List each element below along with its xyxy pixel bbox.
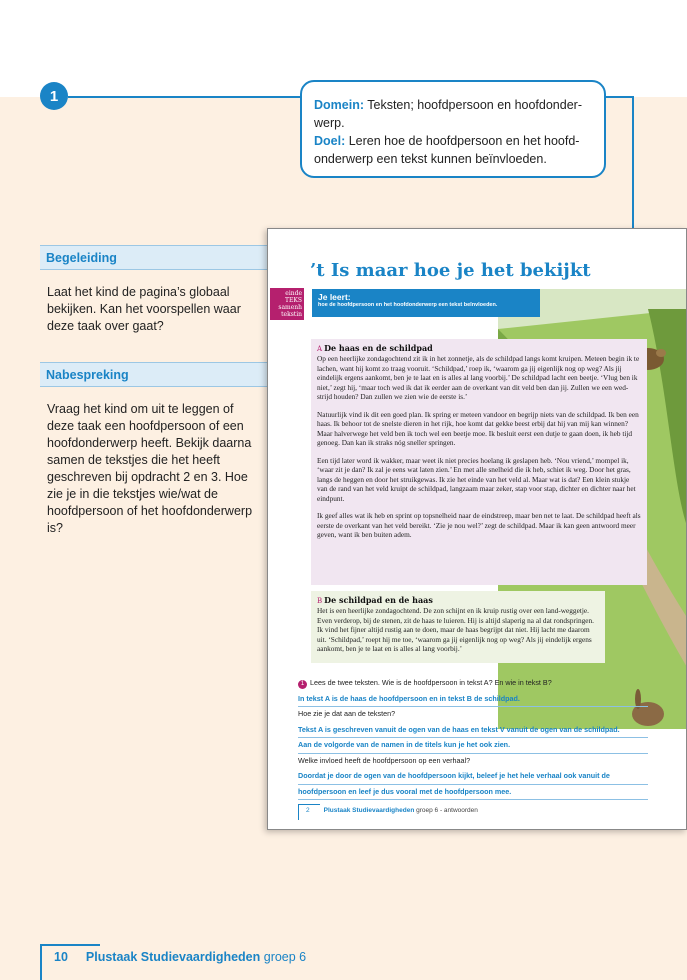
- je-leert-heading: Je leert:: [318, 292, 351, 302]
- nabespreking-text: Vraag het kind om uit te leggen of deze taak een hoofdpersoon of een hoofdonderwerp heeft. Bekijk daarna samen de tekstjes die het heeft geschreven bij opdracht 2 en 3. Hoe zie je in die tekstjes wie/wat de hoofdpersoon of het hoofdonderwerp is?: [47, 402, 253, 535]
- goal-text: Leren hoe de hoofdpersoon en het hoofd-onderwerp een tekst kunnen beïnvloeden.: [314, 134, 580, 166]
- divider-line: [632, 96, 634, 228]
- answer-2b: Aan de volgorde van de namen in de titels kun je het ook zien.: [298, 738, 648, 754]
- exercise-number: 1: [40, 82, 68, 110]
- story-a-paragraph: Een tijd later word ik wakker, maar weet ik niet precies hoelang ik geslapen heb. ‘Nou vriend,’ mompel ik, ‘waar zit je dan? Ik zal je eens wat laten zien.’ En met alle snelheid die ik heb, schiet ik weg. Door het gras, langs de heggen en door het struikgewas. Ik zie het einde van het veld al. Maar wat is dat? Een klein stukje van de rand van het veld kruipt de schildpad, langzaam maar zeker, stap voor stap, dichter en dichter naar het eindpunt.: [317, 455, 636, 503]
- footer-subtitle: groep 6: [260, 950, 307, 964]
- thumbnail-footer-sub: groep 6 - antwoorden: [414, 807, 478, 814]
- divider-line: [40, 944, 100, 946]
- questions-area: [298, 676, 648, 800]
- question-1: 1 Lees de twee teksten. Wie is de hoofdpersoon in tekst A? En wie in tekst B?: [298, 676, 648, 692]
- answer-3b: hoofdpersoon en leef je dus vooral met de hoofdpersoon mee.: [298, 785, 648, 801]
- story-a-paragraph: Ik geef alles wat ik heb en sprint op topsnelheid naar de eindstreep, maar ben net te laat. De schildpad heeft als eerste de overkant van het veld bereikt. ‘Zie je nou wel?’ zegt de schildpad. Maar ik kan geen antwoord meer geven, want ik ben buiten adem.: [317, 511, 641, 539]
- story-b-heading: B De schildpad en de haas: [317, 595, 433, 605]
- story-a-paragraph: Natuurlijk vind ik dit een goed plan. Ik spring er meteen vandoor en begrijp niets van de schildpad. Ik ben een haas. Ik behoor tot de snelste dieren in het rijk, hoe komt dat gekke beest erbij dat hij van mij kan winnen? Maar halverwege het veld ben ik toch wel een beetje moe. Ik besluit eerst een dutje te gaan doen, ik heb tijd genoeg. Dan kan ik straks nóg sneller springen.: [317, 409, 639, 447]
- story-a-heading: A De haas en de schildpad: [317, 343, 433, 353]
- domain-goal-box: [300, 80, 606, 178]
- story-a-letter: A: [317, 345, 323, 353]
- answer-page-thumbnail: [267, 228, 687, 830]
- story-a-paragraph: Op een heerlijke zondagochtend zit ik in het zonnetje, als de schildpad langs komt kruipen. Meteen begin ik te lachen, want hij komt zo traag vooruit. ‘Schildpad,’ roep ik, ‘waarom ga jij eigenlijk nog op weg? Als jij eindelijk ergens aankomt, ben je te laat en is alles al lang voorbij.’ De schildpad lacht een beetje. ‘Vlug ben ik niet,’ zegt hij, ‘maar toch wed ik dat ik eerder aan de overkant van dit veld ben dan jij. Zullen we een wed-strijd houden? Dan zullen we zien wie de eerste is.’: [317, 354, 640, 401]
- question-2: Hoe zie je dat aan de teksten?: [298, 709, 396, 718]
- begeleiding-heading: Begeleiding: [40, 245, 268, 270]
- thumbnail-footer-title: Plustaak Studievaardigheden: [323, 807, 415, 814]
- thumbnail-page-number: 2: [306, 807, 310, 814]
- domain-label: Domein:: [314, 98, 364, 112]
- begeleiding-text: Laat het kind de pagina’s globaal bekijken. Kan het voorspellen waar deze taak over gaat?: [47, 285, 241, 333]
- je-leert-box: [312, 289, 540, 317]
- divider-line: [40, 944, 42, 980]
- story-b-letter: B: [317, 597, 323, 605]
- domain-text: Teksten; hoofdpersoon en hoofdonder-werp.: [314, 98, 582, 130]
- story-a-box: [311, 339, 647, 585]
- side-tag: einde TEKS samenh tekstin: [270, 288, 304, 320]
- page-footer: [54, 950, 306, 964]
- question-3: Welke invloed heeft de hoofdpersoon op een verhaal?: [298, 755, 471, 765]
- goal-label: Doel:: [314, 134, 346, 148]
- footer-rule: [298, 804, 320, 805]
- story-b-box: [311, 591, 605, 663]
- nabespreking-heading: Nabespreking: [40, 362, 268, 387]
- story-b-text: Het is een heerlijke zondagochtend. De zon schijnt en ik kruip rustig over een land-weggetje. Even verderop, bij de stenen, zit de haas te luieren. Hij is altijd slaperig na al dat rondspringen. Ik vind het fijner altijd rustig aan te doen, maar de haas begrijpt dat niet. Hij lacht me daarom uit. ‘Schildpad,’ roept hij me toe, ‘waarom ga jij eigenlijk nog op weg? Als jij eindelijk ergens aankomt, ben je te laat en is alles al lang voorbij.’: [317, 606, 594, 653]
- thumbnail-title: ’t Is maar hoe je het bekijkt: [310, 260, 591, 281]
- answer-1: In tekst A is de haas de hoofdpersoon en in tekst B de schildpad.: [298, 692, 648, 708]
- page-number: 10: [54, 950, 68, 964]
- footer-title: Plustaak Studievaardigheden: [85, 950, 261, 964]
- je-leert-text: hoe de hoofdpersoon en het hoofdonderwerp een tekst beïnvloeden.: [318, 302, 498, 308]
- answer-3a: Doordat je door de ogen van de hoofdpersoon kijkt, beleef je het hele verhaal ook vanuit de: [298, 769, 648, 785]
- thumbnail-footer: [298, 807, 478, 814]
- story-a-text: [317, 354, 641, 540]
- question-number: 1: [298, 680, 307, 689]
- answer-2a: Tekst A is geschreven vanuit de ogen van de haas en tekst V vanuit de ogen van de schildpad.: [298, 723, 648, 739]
